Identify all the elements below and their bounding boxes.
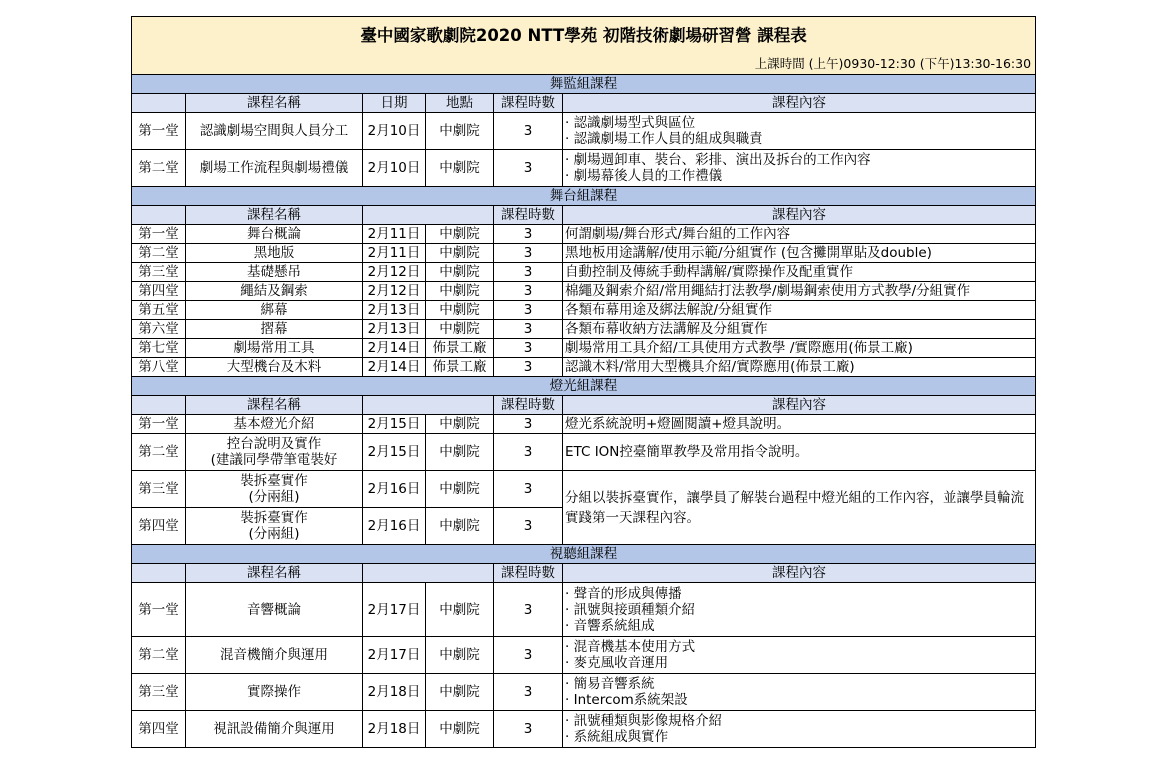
session-cell: 第一堂 <box>132 113 186 150</box>
session-cell: 第二堂 <box>132 434 186 471</box>
header-name: 課程名稱 <box>186 94 363 113</box>
session-cell: 第四堂 <box>132 711 186 748</box>
table-row <box>132 471 1036 508</box>
hours-cell: 3 <box>494 358 563 377</box>
session-cell: 第七堂 <box>132 339 186 358</box>
date-cell: 2月17日 <box>363 637 426 674</box>
section-title-row <box>132 545 1036 564</box>
course-name-cell: 摺幕 <box>186 320 363 339</box>
header-content: 課程內容 <box>563 564 1036 583</box>
hours-cell: 3 <box>494 339 563 358</box>
content-cell <box>563 113 1036 150</box>
venue-cell: 中劇院 <box>426 415 494 434</box>
session-cell: 第二堂 <box>132 244 186 263</box>
schedule-time-row <box>132 55 1036 75</box>
date-cell: 2月15日 <box>363 434 426 471</box>
section-title-stage: 舞台組課程 <box>132 187 1036 206</box>
venue-cell: 中劇院 <box>426 471 494 508</box>
hours-cell: 3 <box>494 320 563 339</box>
date-cell: 2月13日 <box>363 320 426 339</box>
header-name: 課程名稱 <box>186 206 363 225</box>
table-row <box>132 282 1036 301</box>
course-name-line: 裝拆臺實作 <box>240 510 308 526</box>
content-line: · Intercom系統架設 <box>565 692 688 708</box>
session-cell: 第六堂 <box>132 320 186 339</box>
content-cell: ETC ION控臺簡單教學及常用指令說明。 <box>563 434 1036 471</box>
header-row <box>132 564 1036 583</box>
header-content: 課程內容 <box>563 94 1036 113</box>
content-cell: 認識木料/常用大型機具介紹/實際應用(佈景工廠) <box>563 358 1036 377</box>
venue-cell: 中劇院 <box>426 301 494 320</box>
header-hours: 課程時數 <box>494 206 563 225</box>
course-name-cell: 繩結及鋼索 <box>186 282 363 301</box>
table-row <box>132 263 1036 282</box>
merged-content-cell: 分組以裝拆臺實作，讓學員了解裝台過程中燈光組的工作內容，並讓學員輪流實踐第一天課程內容。 <box>563 471 1036 545</box>
venue-cell: 中劇院 <box>426 282 494 301</box>
table-row <box>132 113 1036 150</box>
venue-cell: 中劇院 <box>426 244 494 263</box>
content-cell <box>563 150 1036 187</box>
venue-cell: 中劇院 <box>426 225 494 244</box>
hours-cell: 3 <box>494 508 563 545</box>
date-cell: 2月10日 <box>363 113 426 150</box>
hours-cell: 3 <box>494 301 563 320</box>
date-cell: 2月17日 <box>363 583 426 637</box>
content-line: · 訊號種類與影像規格介紹 <box>565 713 723 729</box>
date-cell: 2月12日 <box>363 263 426 282</box>
session-cell: 第八堂 <box>132 358 186 377</box>
course-name-cell: 音響概論 <box>186 583 363 637</box>
venue-cell: 中劇院 <box>426 583 494 637</box>
hours-cell: 3 <box>494 263 563 282</box>
content-line: · 系統組成與實作 <box>565 729 669 745</box>
content-cell: 各類布幕用途及綁法解說/分組實作 <box>563 301 1036 320</box>
hours-cell: 3 <box>494 150 563 187</box>
hours-cell: 3 <box>494 225 563 244</box>
header-hours: 課程時數 <box>494 94 563 113</box>
date-cell: 2月14日 <box>363 339 426 358</box>
session-cell: 第四堂 <box>132 282 186 301</box>
header-row <box>132 206 1036 225</box>
course-name-cell: 劇場常用工具 <box>186 339 363 358</box>
course-name-cell: 混音機簡介與運用 <box>186 637 363 674</box>
date-cell: 2月11日 <box>363 225 426 244</box>
table-row <box>132 339 1036 358</box>
course-name-cell: 實際操作 <box>186 674 363 711</box>
date-cell: 2月10日 <box>363 150 426 187</box>
hours-cell: 3 <box>494 637 563 674</box>
course-name-cell <box>186 471 363 508</box>
hours-cell: 3 <box>494 113 563 150</box>
venue-cell: 中劇院 <box>426 508 494 545</box>
content-line: · 音響系統組成 <box>565 617 655 634</box>
hours-cell: 3 <box>494 711 563 748</box>
venue-cell: 中劇院 <box>426 434 494 471</box>
content-cell <box>563 674 1036 711</box>
content-line: · 認識劇場型式與區位 <box>565 115 696 131</box>
course-name-cell: 基礎懸吊 <box>186 263 363 282</box>
schedule-time: 上課時間 (上午)0930-12:30 (下午)13:30-16:30 <box>132 55 1036 75</box>
venue-cell: 中劇院 <box>426 113 494 150</box>
session-cell: 第五堂 <box>132 301 186 320</box>
header-hours: 課程時數 <box>494 396 563 415</box>
date-cell: 2月14日 <box>363 358 426 377</box>
table-row <box>132 244 1036 263</box>
date-cell: 2月16日 <box>363 471 426 508</box>
venue-cell: 中劇院 <box>426 263 494 282</box>
header-content: 課程內容 <box>563 206 1036 225</box>
course-name-cell: 綁幕 <box>186 301 363 320</box>
course-name-line: 控台說明及實作 <box>226 436 322 452</box>
hours-cell: 3 <box>494 434 563 471</box>
course-name-cell <box>186 434 363 471</box>
hours-cell: 3 <box>494 282 563 301</box>
course-name-cell: 大型機台及木料 <box>186 358 363 377</box>
venue-cell: 中劇院 <box>426 674 494 711</box>
session-cell: 第四堂 <box>132 508 186 545</box>
section-title-av: 視聽組課程 <box>132 545 1036 564</box>
date-cell: 2月15日 <box>363 415 426 434</box>
content-cell: 劇場常用工具介紹/工具使用方式教學 /實際應用(佈景工廠) <box>563 339 1036 358</box>
content-line: · 訊號與接頭種類介紹 <box>565 601 696 618</box>
section-title-row <box>132 75 1036 94</box>
venue-cell: 中劇院 <box>426 320 494 339</box>
title-row <box>132 17 1036 55</box>
header-date: 日期 <box>363 94 426 113</box>
content-line: · 劇場幕後人員的工作禮儀 <box>565 168 723 184</box>
session-cell: 第一堂 <box>132 583 186 637</box>
table-row <box>132 225 1036 244</box>
date-cell: 2月18日 <box>363 674 426 711</box>
header-name: 課程名稱 <box>186 564 363 583</box>
course-name-cell: 視訊設備簡介與運用 <box>186 711 363 748</box>
section-title-dance: 舞監組課程 <box>132 75 1036 94</box>
venue-cell: 中劇院 <box>426 711 494 748</box>
hours-cell: 3 <box>494 244 563 263</box>
course-name-line: (分兩組) <box>248 526 300 542</box>
date-cell: 2月13日 <box>363 301 426 320</box>
venue-cell: 佈景工廠 <box>426 358 494 377</box>
date-cell: 2月11日 <box>363 244 426 263</box>
session-cell: 第一堂 <box>132 225 186 244</box>
table-row <box>132 415 1036 434</box>
page-title: 臺中國家歌劇院2020 NTT學苑 初階技術劇場研習營 課程表 <box>132 17 1036 55</box>
content-line: · 認識劇場工作人員的組成與職責 <box>565 131 763 147</box>
venue-cell: 佈景工廠 <box>426 339 494 358</box>
header-venue: 地點 <box>426 94 494 113</box>
table-row <box>132 674 1036 711</box>
session-cell: 第三堂 <box>132 674 186 711</box>
hours-cell: 3 <box>494 471 563 508</box>
table-row <box>132 434 1036 471</box>
content-line: · 劇場週卸車、裝台、彩排、演出及拆台的工作內容 <box>565 152 871 168</box>
session-cell: 第二堂 <box>132 150 186 187</box>
section-title-row <box>132 187 1036 206</box>
table-row <box>132 301 1036 320</box>
content-cell: 各類布幕收納方法講解及分組實作 <box>563 320 1036 339</box>
course-name-cell: 劇場工作流程與劇場禮儀 <box>186 150 363 187</box>
date-cell: 2月16日 <box>363 508 426 545</box>
course-name-line: 裝拆臺實作 <box>240 473 308 489</box>
course-name-cell <box>186 508 363 545</box>
content-cell: 棉繩及鋼索介紹/常用繩結打法教學/劇場鋼索使用方式教學/分組實作 <box>563 282 1036 301</box>
course-name-line: (建議同學帶筆電裝好 <box>210 452 338 468</box>
content-line: · 簡易音響系統 <box>565 676 655 692</box>
course-name-cell: 基本燈光介紹 <box>186 415 363 434</box>
hours-cell: 3 <box>494 583 563 637</box>
header-row <box>132 94 1036 113</box>
content-cell <box>563 711 1036 748</box>
content-cell <box>563 637 1036 674</box>
course-schedule-sheet <box>131 16 1035 748</box>
course-name-cell: 認識劇場空間與人員分工 <box>186 113 363 150</box>
header-content: 課程內容 <box>563 396 1036 415</box>
section-title-lighting: 燈光組課程 <box>132 377 1036 396</box>
course-name-cell: 黑地版 <box>186 244 363 263</box>
course-name-cell: 舞台概論 <box>186 225 363 244</box>
session-cell: 第三堂 <box>132 471 186 508</box>
session-cell: 第三堂 <box>132 263 186 282</box>
table-row <box>132 320 1036 339</box>
content-cell: 何謂劇場/舞台形式/舞台組的工作內容 <box>563 225 1036 244</box>
header-name: 課程名稱 <box>186 396 363 415</box>
table-row <box>132 358 1036 377</box>
table-row <box>132 637 1036 674</box>
content-cell <box>563 583 1036 637</box>
date-cell: 2月12日 <box>363 282 426 301</box>
table-row <box>132 150 1036 187</box>
content-line: · 聲音的形成與傳播 <box>565 585 682 602</box>
hours-cell: 3 <box>494 415 563 434</box>
header-row <box>132 396 1036 415</box>
table-row <box>132 711 1036 748</box>
session-cell: 第二堂 <box>132 637 186 674</box>
date-cell: 2月18日 <box>363 711 426 748</box>
hours-cell: 3 <box>494 674 563 711</box>
header-hours: 課程時數 <box>494 564 563 583</box>
content-cell: 黑地板用途講解/使用示範/分組實作 (包含攤開單貼及double) <box>563 244 1036 263</box>
content-cell: 燈光系統說明+燈圖閱讀+燈具說明。 <box>563 415 1036 434</box>
table-row <box>132 583 1036 637</box>
venue-cell: 中劇院 <box>426 150 494 187</box>
content-line: · 麥克風收音運用 <box>565 655 669 671</box>
content-cell: 自動控制及傳統手動桿講解/實際操作及配重實作 <box>563 263 1036 282</box>
content-line: · 混音機基本使用方式 <box>565 639 696 655</box>
schedule-table-continued <box>131 376 1036 748</box>
section-title-row <box>132 377 1036 396</box>
session-cell: 第一堂 <box>132 415 186 434</box>
course-name-line: (分兩組) <box>248 489 300 505</box>
schedule-table <box>131 16 1036 377</box>
venue-cell: 中劇院 <box>426 637 494 674</box>
